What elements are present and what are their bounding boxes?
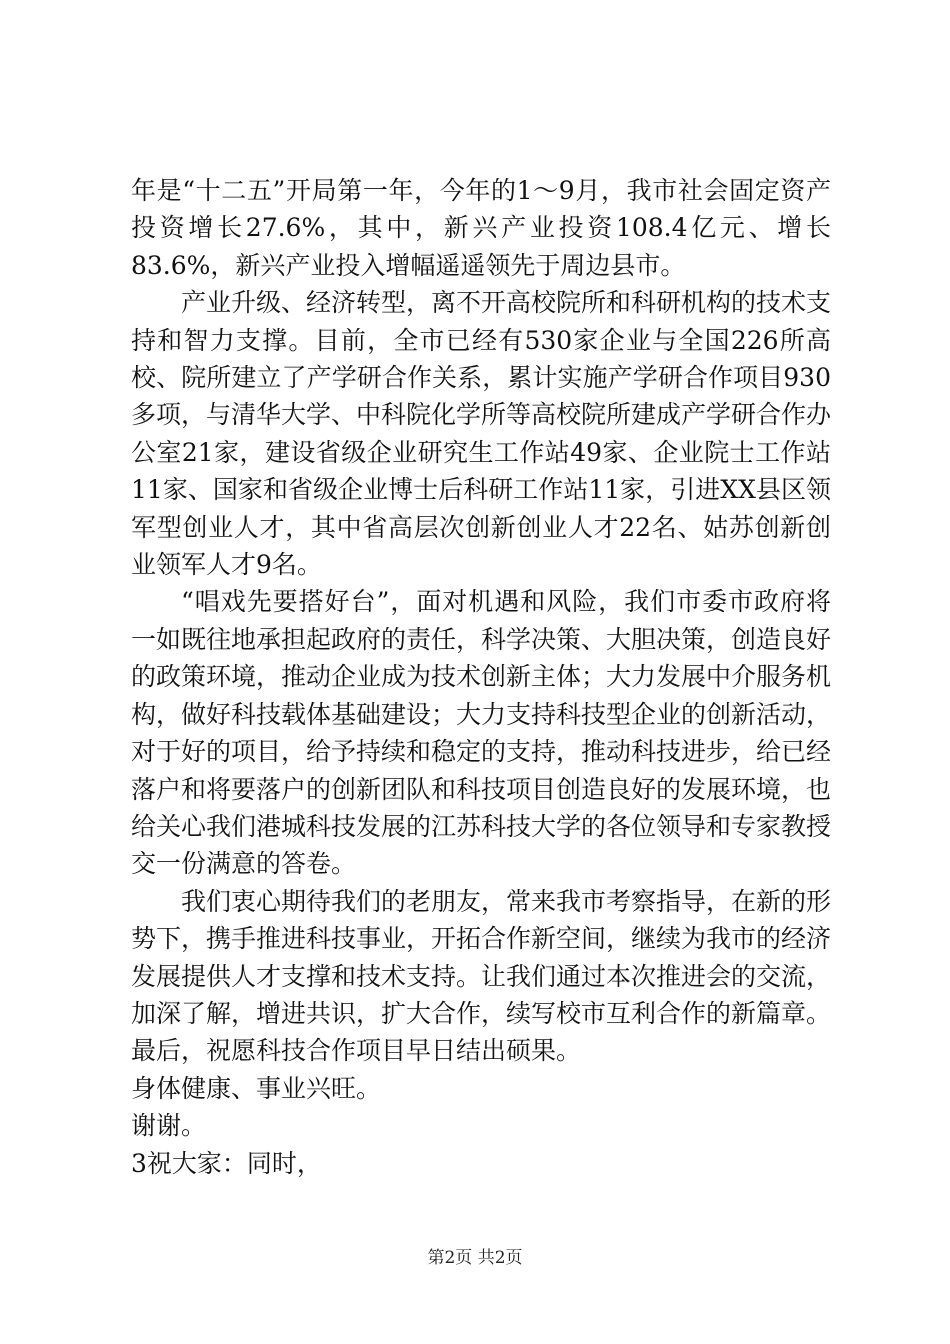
document-body [131, 172, 831, 1182]
paragraph-continuation: 年是“十二五”开局第一年，今年的1～9月，我市社会固定资产投资增长27.6%，其中，新兴产业投资108.4亿元、增长83.6%，新兴产业投入增幅遥遥领先于周边县市。 [131, 176, 831, 280]
closing-line-thanks: 谢谢。 [131, 1111, 207, 1141]
closing-line-wish: 最后，祝愿科技合作项目早日结出硕果。 [131, 1036, 582, 1066]
closing-line-fragment: 3祝大家：同时， [131, 1148, 322, 1178]
paragraph-industry-upgrade: 产业升级、经济转型，离不开高校院所和科研机构的技术支持和智力支撑。目前，全市已经有530家企业与全国226所高校、院所建立了产学研合作关系，累计实施产学研合作项目930多项，与清华大学、中科院化学所等高校院所建成产学研合作办公室21家，建设省级企业研究生工作站49家、企业院士工作站11家、国家和省级企业博士后科研工作站11家，引进XX县区领军型创业人才，其中省高层次创新创业人才22名、姑苏创新创业领军人才9名。 [131, 288, 832, 580]
closing-line-health: 身体健康、事业兴旺。 [131, 1073, 382, 1103]
page-number-footer: 第2页 共2页 [427, 1248, 523, 1268]
paragraph-government-commitment: “唱戏先要搭好台”，面对机遇和风险，我们市委市政府将一如既往地承担起政府的责任，科学决策、大胆决策，创造良好的政策环境，推动企业成为技术创新主体；大力发展中介服务机构，做好科技载体基础建设；大力支持科技型企业的创新活动，对于好的项目，给予持续和稳定的支持，推动科技进步，给已经落户和将要落户的创新团队和科技项目创造良好的发展环境，也给关心我们港城科技发展的江苏科技大学的各位领导和专家教授交一份满意的答卷。 [131, 587, 832, 879]
paragraph-expectation: 我们衷心期待我们的老朋友，常来我市考察指导，在新的形势下，携手推进科技事业，开拓合作新空间，继续为我市的经济发展提供人才支撑和技术支持。让我们通过本次推进会的交流，加深了解，增进共识，扩大合作，续写校市互利合作的新篇章。 [131, 886, 832, 1028]
